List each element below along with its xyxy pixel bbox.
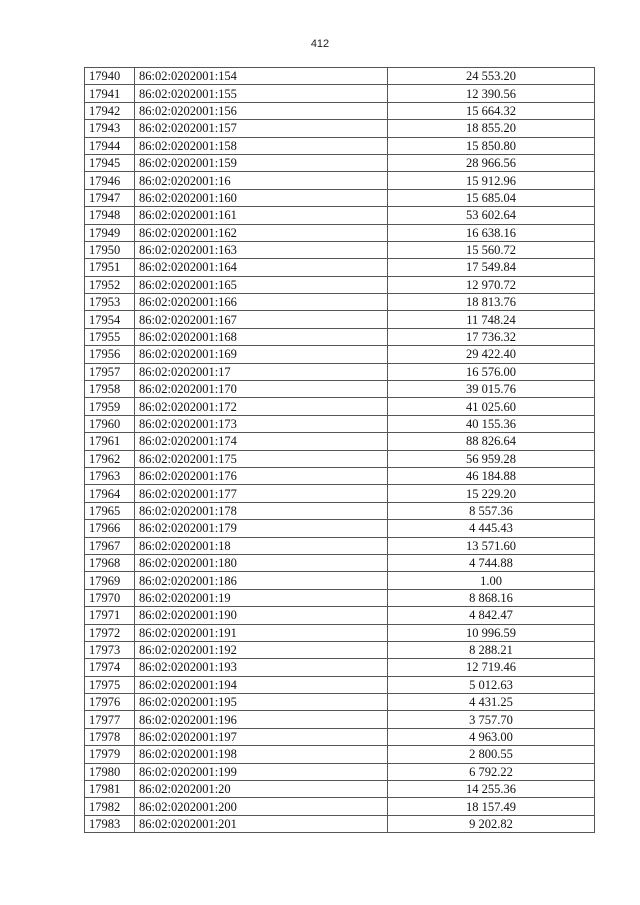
value-cell: 16 638.16	[388, 224, 595, 241]
cadastral-number-cell: 86:02:0202001:174	[135, 433, 388, 450]
page-number: 412	[310, 38, 330, 50]
table-row	[85, 328, 595, 345]
table-row	[85, 537, 595, 554]
cadastral-number-cell: 86:02:0202001:190	[135, 607, 388, 624]
value-cell: 53 602.64	[388, 207, 595, 224]
value-cell: 8 288.21	[388, 641, 595, 658]
row-number-cell: 17971	[85, 607, 135, 624]
value-cell: 12 719.46	[388, 659, 595, 676]
row-number-cell: 17964	[85, 485, 135, 502]
value-cell: 6 792.22	[388, 763, 595, 780]
cadastral-number-cell: 86:02:0202001:170	[135, 381, 388, 398]
row-number-cell: 17952	[85, 276, 135, 293]
value-cell: 11 748.24	[388, 311, 595, 328]
cadastral-number-cell: 86:02:0202001:18	[135, 537, 388, 554]
value-cell: 46 184.88	[388, 467, 595, 484]
row-number-cell: 17953	[85, 294, 135, 311]
table-row	[85, 398, 595, 415]
cadastral-number-cell: 86:02:0202001:175	[135, 450, 388, 467]
cadastral-number-cell: 86:02:0202001:167	[135, 311, 388, 328]
value-cell: 24 553.20	[388, 68, 595, 85]
cadastral-number-cell: 86:02:0202001:16	[135, 172, 388, 189]
value-cell: 4 445.43	[388, 520, 595, 537]
value-cell: 1.00	[388, 572, 595, 589]
table-row	[85, 102, 595, 119]
table-row	[85, 68, 595, 85]
cadastral-number-cell: 86:02:0202001:20	[135, 781, 388, 798]
cadastral-number-cell: 86:02:0202001:193	[135, 659, 388, 676]
value-cell: 3 757.70	[388, 711, 595, 728]
table-row	[85, 450, 595, 467]
table-row	[85, 554, 595, 571]
table-row	[85, 154, 595, 171]
row-number-cell: 17982	[85, 798, 135, 815]
table-row	[85, 137, 595, 154]
cadastral-number-cell: 86:02:0202001:173	[135, 415, 388, 432]
table-row	[85, 746, 595, 763]
cadastral-number-cell: 86:02:0202001:195	[135, 694, 388, 711]
table-row	[85, 607, 595, 624]
cadastral-number-cell: 86:02:0202001:156	[135, 102, 388, 119]
value-cell: 41 025.60	[388, 398, 595, 415]
row-number-cell: 17969	[85, 572, 135, 589]
value-cell: 4 744.88	[388, 554, 595, 571]
table-row	[85, 659, 595, 676]
row-number-cell: 17967	[85, 537, 135, 554]
cadastral-number-cell: 86:02:0202001:172	[135, 398, 388, 415]
cadastral-number-cell: 86:02:0202001:201	[135, 815, 388, 832]
cadastral-number-cell: 86:02:0202001:177	[135, 485, 388, 502]
row-number-cell: 17961	[85, 433, 135, 450]
row-number-cell: 17975	[85, 676, 135, 693]
value-cell: 15 912.96	[388, 172, 595, 189]
row-number-cell: 17951	[85, 259, 135, 276]
value-cell: 15 850.80	[388, 137, 595, 154]
table-row	[85, 381, 595, 398]
row-number-cell: 17979	[85, 746, 135, 763]
table-row	[85, 224, 595, 241]
table-row	[85, 433, 595, 450]
cadastral-number-cell: 86:02:0202001:180	[135, 554, 388, 571]
table-row	[85, 798, 595, 815]
value-cell: 8 557.36	[388, 502, 595, 519]
table-body	[85, 68, 595, 833]
cadastral-number-cell: 86:02:0202001:200	[135, 798, 388, 815]
table-row	[85, 694, 595, 711]
cadastral-number-cell: 86:02:0202001:160	[135, 189, 388, 206]
table-row	[85, 311, 595, 328]
cadastral-number-cell: 86:02:0202001:155	[135, 85, 388, 102]
value-cell: 16 576.00	[388, 363, 595, 380]
value-cell: 4 963.00	[388, 728, 595, 745]
table-row	[85, 589, 595, 606]
row-number-cell: 17945	[85, 154, 135, 171]
table-row	[85, 624, 595, 641]
row-number-cell: 17965	[85, 502, 135, 519]
row-number-cell: 17962	[85, 450, 135, 467]
cadastral-number-cell: 86:02:0202001:161	[135, 207, 388, 224]
cadastral-number-cell: 86:02:0202001:178	[135, 502, 388, 519]
value-cell: 8 868.16	[388, 589, 595, 606]
cadastral-number-cell: 86:02:0202001:164	[135, 259, 388, 276]
value-cell: 4 842.47	[388, 607, 595, 624]
value-cell: 13 571.60	[388, 537, 595, 554]
table-row	[85, 676, 595, 693]
row-number-cell: 17980	[85, 763, 135, 780]
cadastral-number-cell: 86:02:0202001:17	[135, 363, 388, 380]
value-cell: 2 800.55	[388, 746, 595, 763]
cadastral-number-cell: 86:02:0202001:165	[135, 276, 388, 293]
table-row	[85, 572, 595, 589]
row-number-cell: 17978	[85, 728, 135, 745]
row-number-cell: 17968	[85, 554, 135, 571]
value-cell: 88 826.64	[388, 433, 595, 450]
row-number-cell: 17981	[85, 781, 135, 798]
row-number-cell: 17974	[85, 659, 135, 676]
value-cell: 29 422.40	[388, 346, 595, 363]
table-row	[85, 520, 595, 537]
row-number-cell: 17970	[85, 589, 135, 606]
row-number-cell: 17977	[85, 711, 135, 728]
row-number-cell: 17950	[85, 241, 135, 258]
value-cell: 5 012.63	[388, 676, 595, 693]
cadastral-number-cell: 86:02:0202001:168	[135, 328, 388, 345]
cadastral-number-cell: 86:02:0202001:199	[135, 763, 388, 780]
value-cell: 9 202.82	[388, 815, 595, 832]
table-row	[85, 207, 595, 224]
value-cell: 15 664.32	[388, 102, 595, 119]
cadastral-number-cell: 86:02:0202001:154	[135, 68, 388, 85]
row-number-cell: 17956	[85, 346, 135, 363]
row-number-cell: 17983	[85, 815, 135, 832]
table-row	[85, 502, 595, 519]
value-cell: 18 855.20	[388, 120, 595, 137]
value-cell: 15 229.20	[388, 485, 595, 502]
row-number-cell: 17944	[85, 137, 135, 154]
value-cell: 56 959.28	[388, 450, 595, 467]
row-number-cell: 17973	[85, 641, 135, 658]
row-number-cell: 17946	[85, 172, 135, 189]
row-number-cell: 17954	[85, 311, 135, 328]
table-row	[85, 85, 595, 102]
table-row	[85, 241, 595, 258]
cadastral-number-cell: 86:02:0202001:159	[135, 154, 388, 171]
row-number-cell: 17943	[85, 120, 135, 137]
table-row	[85, 815, 595, 832]
table-row	[85, 763, 595, 780]
row-number-cell: 17942	[85, 102, 135, 119]
table-row	[85, 120, 595, 137]
table-row	[85, 641, 595, 658]
cadastral-number-cell: 86:02:0202001:162	[135, 224, 388, 241]
value-cell: 12 970.72	[388, 276, 595, 293]
cadastral-number-cell: 86:02:0202001:192	[135, 641, 388, 658]
data-table	[84, 67, 595, 833]
table-row	[85, 415, 595, 432]
row-number-cell: 17947	[85, 189, 135, 206]
row-number-cell: 17972	[85, 624, 135, 641]
cadastral-number-cell: 86:02:0202001:19	[135, 589, 388, 606]
value-cell: 18 157.49	[388, 798, 595, 815]
table-row	[85, 189, 595, 206]
cadastral-number-cell: 86:02:0202001:197	[135, 728, 388, 745]
row-number-cell: 17976	[85, 694, 135, 711]
value-cell: 12 390.56	[388, 85, 595, 102]
table-row	[85, 467, 595, 484]
table-row	[85, 728, 595, 745]
table-row	[85, 259, 595, 276]
table-row	[85, 172, 595, 189]
cadastral-number-cell: 86:02:0202001:163	[135, 241, 388, 258]
value-cell: 15 685.04	[388, 189, 595, 206]
value-cell: 4 431.25	[388, 694, 595, 711]
row-number-cell: 17966	[85, 520, 135, 537]
row-number-cell: 17960	[85, 415, 135, 432]
cadastral-number-cell: 86:02:0202001:196	[135, 711, 388, 728]
table-row	[85, 276, 595, 293]
table-row	[85, 294, 595, 311]
cadastral-number-cell: 86:02:0202001:157	[135, 120, 388, 137]
cadastral-number-cell: 86:02:0202001:169	[135, 346, 388, 363]
row-number-cell: 17958	[85, 381, 135, 398]
table-row	[85, 711, 595, 728]
cadastral-number-cell: 86:02:0202001:191	[135, 624, 388, 641]
value-cell: 17 549.84	[388, 259, 595, 276]
value-cell: 39 015.76	[388, 381, 595, 398]
cadastral-number-cell: 86:02:0202001:176	[135, 467, 388, 484]
table-row	[85, 781, 595, 798]
row-number-cell: 17957	[85, 363, 135, 380]
value-cell: 28 966.56	[388, 154, 595, 171]
cadastral-number-cell: 86:02:0202001:198	[135, 746, 388, 763]
value-cell: 18 813.76	[388, 294, 595, 311]
value-cell: 17 736.32	[388, 328, 595, 345]
cadastral-number-cell: 86:02:0202001:186	[135, 572, 388, 589]
row-number-cell: 17940	[85, 68, 135, 85]
value-cell: 10 996.59	[388, 624, 595, 641]
table-row	[85, 485, 595, 502]
row-number-cell: 17949	[85, 224, 135, 241]
cadastral-number-cell: 86:02:0202001:158	[135, 137, 388, 154]
table-row	[85, 363, 595, 380]
row-number-cell: 17959	[85, 398, 135, 415]
row-number-cell: 17948	[85, 207, 135, 224]
row-number-cell: 17941	[85, 85, 135, 102]
value-cell: 15 560.72	[388, 241, 595, 258]
row-number-cell: 17963	[85, 467, 135, 484]
value-cell: 14 255.36	[388, 781, 595, 798]
value-cell: 40 155.36	[388, 415, 595, 432]
cadastral-number-cell: 86:02:0202001:166	[135, 294, 388, 311]
table-row	[85, 346, 595, 363]
cadastral-number-cell: 86:02:0202001:179	[135, 520, 388, 537]
cadastral-number-cell: 86:02:0202001:194	[135, 676, 388, 693]
row-number-cell: 17955	[85, 328, 135, 345]
